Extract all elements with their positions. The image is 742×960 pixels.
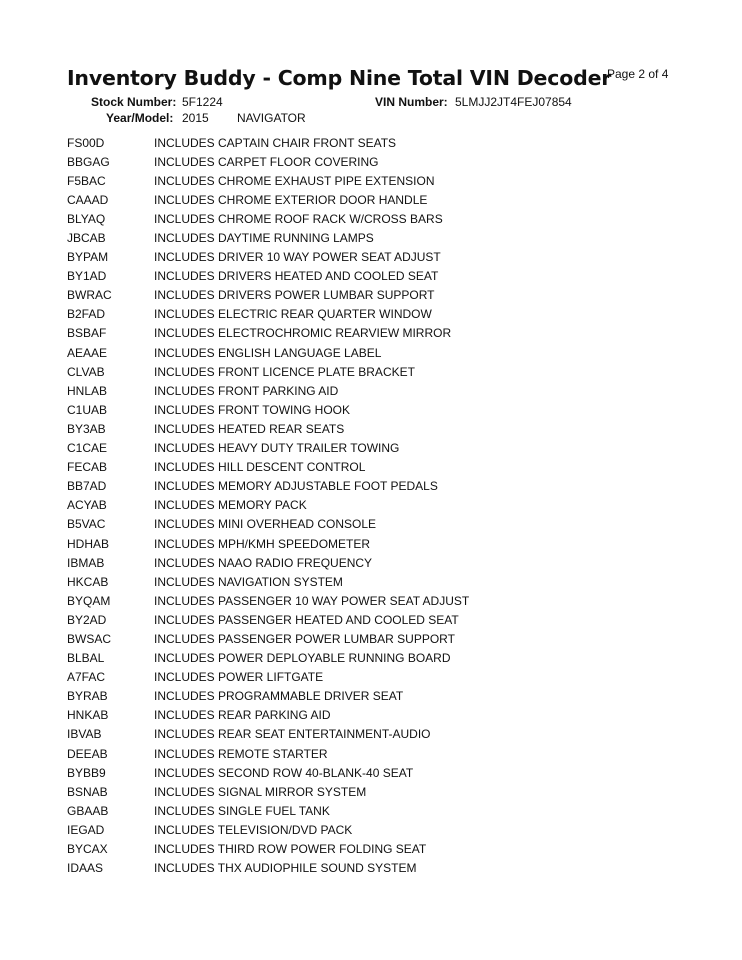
option-code: B2FAD: [67, 307, 106, 322]
option-description: INCLUDES DRIVER 10 WAY POWER SEAT ADJUST: [154, 250, 441, 265]
option-row: [67, 324, 687, 343]
option-description: INCLUDES REAR SEAT ENTERTAINMENT-AUDIO: [154, 727, 431, 742]
option-code: C1UAB: [67, 402, 108, 417]
option-description: INCLUDES FRONT PARKING AID: [154, 383, 339, 398]
option-description: INCLUDES PROGRAMMABLE DRIVER SEAT: [154, 689, 404, 704]
option-description: INCLUDES CHROME ROOF RACK W/CROSS BARS: [154, 211, 443, 226]
option-row: [67, 744, 687, 763]
option-row: [67, 668, 687, 687]
option-description: INCLUDES SINGLE FUEL TANK: [154, 803, 330, 818]
option-code: BYQAM: [67, 593, 111, 608]
option-row: [67, 839, 687, 858]
option-row: [67, 133, 687, 152]
stock-number-label: Stock Number:: [91, 95, 177, 109]
option-code: BB7AD: [67, 479, 107, 494]
option-code: BY3AB: [67, 421, 106, 436]
option-row: [67, 267, 687, 286]
option-code: BYRAB: [67, 689, 108, 704]
option-row: [67, 859, 687, 878]
option-description: INCLUDES FRONT LICENCE PLATE BRACKET: [154, 364, 415, 379]
document-title: Inventory Buddy - Comp Nine Total VIN Decoder: [67, 66, 612, 90]
option-row: [67, 248, 687, 267]
year-value: 2015: [182, 111, 209, 125]
option-code: BLYAQ: [67, 211, 106, 226]
option-row: [67, 286, 687, 305]
option-row: [67, 362, 687, 381]
option-code: BY2AD: [67, 612, 107, 627]
option-code: IBMAB: [67, 555, 105, 570]
option-code: FECAB: [67, 460, 108, 475]
option-description: INCLUDES POWER DEPLOYABLE RUNNING BOARD: [154, 651, 451, 666]
option-row: [67, 190, 687, 209]
page-number: Page 2 of 4: [607, 67, 669, 81]
option-code: IDAAS: [67, 861, 104, 876]
option-row: [67, 610, 687, 629]
option-description: INCLUDES ELECTROCHROMIC REARVIEW MIRROR: [154, 326, 452, 341]
option-list: [67, 133, 687, 878]
option-description: INCLUDES TELEVISION/DVD PACK: [154, 822, 353, 837]
option-row: [67, 496, 687, 515]
option-code: IEGAD: [67, 822, 105, 837]
option-code: HDHAB: [67, 536, 110, 551]
option-row: [67, 706, 687, 725]
option-description: INCLUDES DAYTIME RUNNING LAMPS: [154, 231, 374, 246]
option-description: INCLUDES FRONT TOWING HOOK: [154, 402, 351, 417]
option-description: INCLUDES MEMORY ADJUSTABLE FOOT PEDALS: [154, 479, 438, 494]
option-code: BLBAL: [67, 651, 105, 666]
option-code: F5BAC: [67, 173, 106, 188]
option-row: [67, 591, 687, 610]
option-code: ACYAB: [67, 498, 107, 513]
option-row: [67, 171, 687, 190]
option-row: [67, 343, 687, 362]
option-row: [67, 534, 687, 553]
model-value: NAVIGATOR: [237, 111, 306, 125]
option-code: FS00D: [67, 135, 105, 150]
option-row: [67, 381, 687, 400]
option-row: [67, 782, 687, 801]
year-model-label: Year/Model:: [106, 111, 174, 125]
option-code: BWRAC: [67, 288, 112, 303]
option-description: INCLUDES CHROME EXHAUST PIPE EXTENSION: [154, 173, 435, 188]
option-row: [67, 515, 687, 534]
option-description: INCLUDES ENGLISH LANGUAGE LABEL: [154, 345, 382, 360]
option-description: INCLUDES DRIVERS POWER LUMBAR SUPPORT: [154, 288, 435, 303]
option-row: [67, 629, 687, 648]
option-code: IBVAB: [67, 727, 102, 742]
stock-number-value: 5F1224: [182, 95, 223, 109]
option-description: INCLUDES DRIVERS HEATED AND COOLED SEAT: [154, 269, 439, 284]
option-row: [67, 725, 687, 744]
option-code: HNKAB: [67, 708, 109, 723]
vin-number-label: VIN Number:: [375, 95, 448, 109]
option-row: [67, 477, 687, 496]
option-code: DEEAB: [67, 746, 108, 761]
option-row: [67, 439, 687, 458]
option-code: GBAAB: [67, 803, 109, 818]
option-code: CAAAD: [67, 192, 109, 207]
option-description: INCLUDES CHROME EXTERIOR DOOR HANDLE: [154, 192, 428, 207]
option-row: [67, 305, 687, 324]
option-description: INCLUDES POWER LIFTGATE: [154, 670, 324, 685]
option-description: INCLUDES HILL DESCENT CONTROL: [154, 460, 366, 475]
option-code: A7FAC: [67, 670, 106, 685]
option-row: [67, 458, 687, 477]
option-description: INCLUDES CARPET FLOOR COVERING: [154, 154, 379, 169]
option-row: [67, 228, 687, 247]
option-description: INCLUDES REMOTE STARTER: [154, 746, 328, 761]
option-description: INCLUDES THX AUDIOPHILE SOUND SYSTEM: [154, 861, 417, 876]
option-row: [67, 209, 687, 228]
option-code: BWSAC: [67, 631, 112, 646]
option-row: [67, 820, 687, 839]
option-description: INCLUDES HEATED REAR SEATS: [154, 421, 345, 436]
option-row: [67, 572, 687, 591]
option-code: CLVAB: [67, 364, 105, 379]
option-row: [67, 763, 687, 782]
option-code: BY1AD: [67, 269, 107, 284]
option-description: INCLUDES MINI OVERHEAD CONSOLE: [154, 517, 377, 532]
option-row: [67, 152, 687, 171]
option-code: AEAAE: [67, 345, 108, 360]
option-code: BSBAF: [67, 326, 107, 341]
option-description: INCLUDES SIGNAL MIRROR SYSTEM: [154, 784, 367, 799]
option-description: INCLUDES MEMORY PACK: [154, 498, 307, 513]
option-description: INCLUDES NAAO RADIO FREQUENCY: [154, 555, 373, 570]
option-row: [67, 801, 687, 820]
option-description: INCLUDES CAPTAIN CHAIR FRONT SEATS: [154, 135, 397, 150]
option-code: B5VAC: [67, 517, 106, 532]
vin-number-value: 5LMJJ2JT4FEJ07854: [455, 95, 572, 109]
option-description: INCLUDES MPH/KMH SPEEDOMETER: [154, 536, 371, 551]
option-description: INCLUDES THIRD ROW POWER FOLDING SEAT: [154, 842, 427, 857]
option-row: [67, 400, 687, 419]
option-description: INCLUDES SECOND ROW 40-BLANK-40 SEAT: [154, 765, 414, 780]
option-code: BSNAB: [67, 784, 108, 799]
option-description: INCLUDES NAVIGATION SYSTEM: [154, 574, 343, 589]
option-description: INCLUDES PASSENGER HEATED AND COOLED SEAT: [154, 612, 459, 627]
option-description: INCLUDES REAR PARKING AID: [154, 708, 331, 723]
option-description: INCLUDES PASSENGER 10 WAY POWER SEAT ADJUST: [154, 593, 470, 608]
option-description: INCLUDES HEAVY DUTY TRAILER TOWING: [154, 441, 400, 456]
option-code: JBCAB: [67, 231, 106, 246]
option-row: [67, 649, 687, 668]
option-code: BYCAX: [67, 842, 108, 857]
option-row: [67, 553, 687, 572]
option-code: HNLAB: [67, 383, 108, 398]
option-description: INCLUDES PASSENGER POWER LUMBAR SUPPORT: [154, 631, 455, 646]
option-description: INCLUDES ELECTRIC REAR QUARTER WINDOW: [154, 307, 432, 322]
option-row: [67, 419, 687, 438]
option-code: BBGAG: [67, 154, 110, 169]
option-code: C1CAE: [67, 441, 108, 456]
option-row: [67, 687, 687, 706]
option-code: BYBB9: [67, 765, 106, 780]
option-code: BYPAM: [67, 250, 109, 265]
option-code: HKCAB: [67, 574, 109, 589]
